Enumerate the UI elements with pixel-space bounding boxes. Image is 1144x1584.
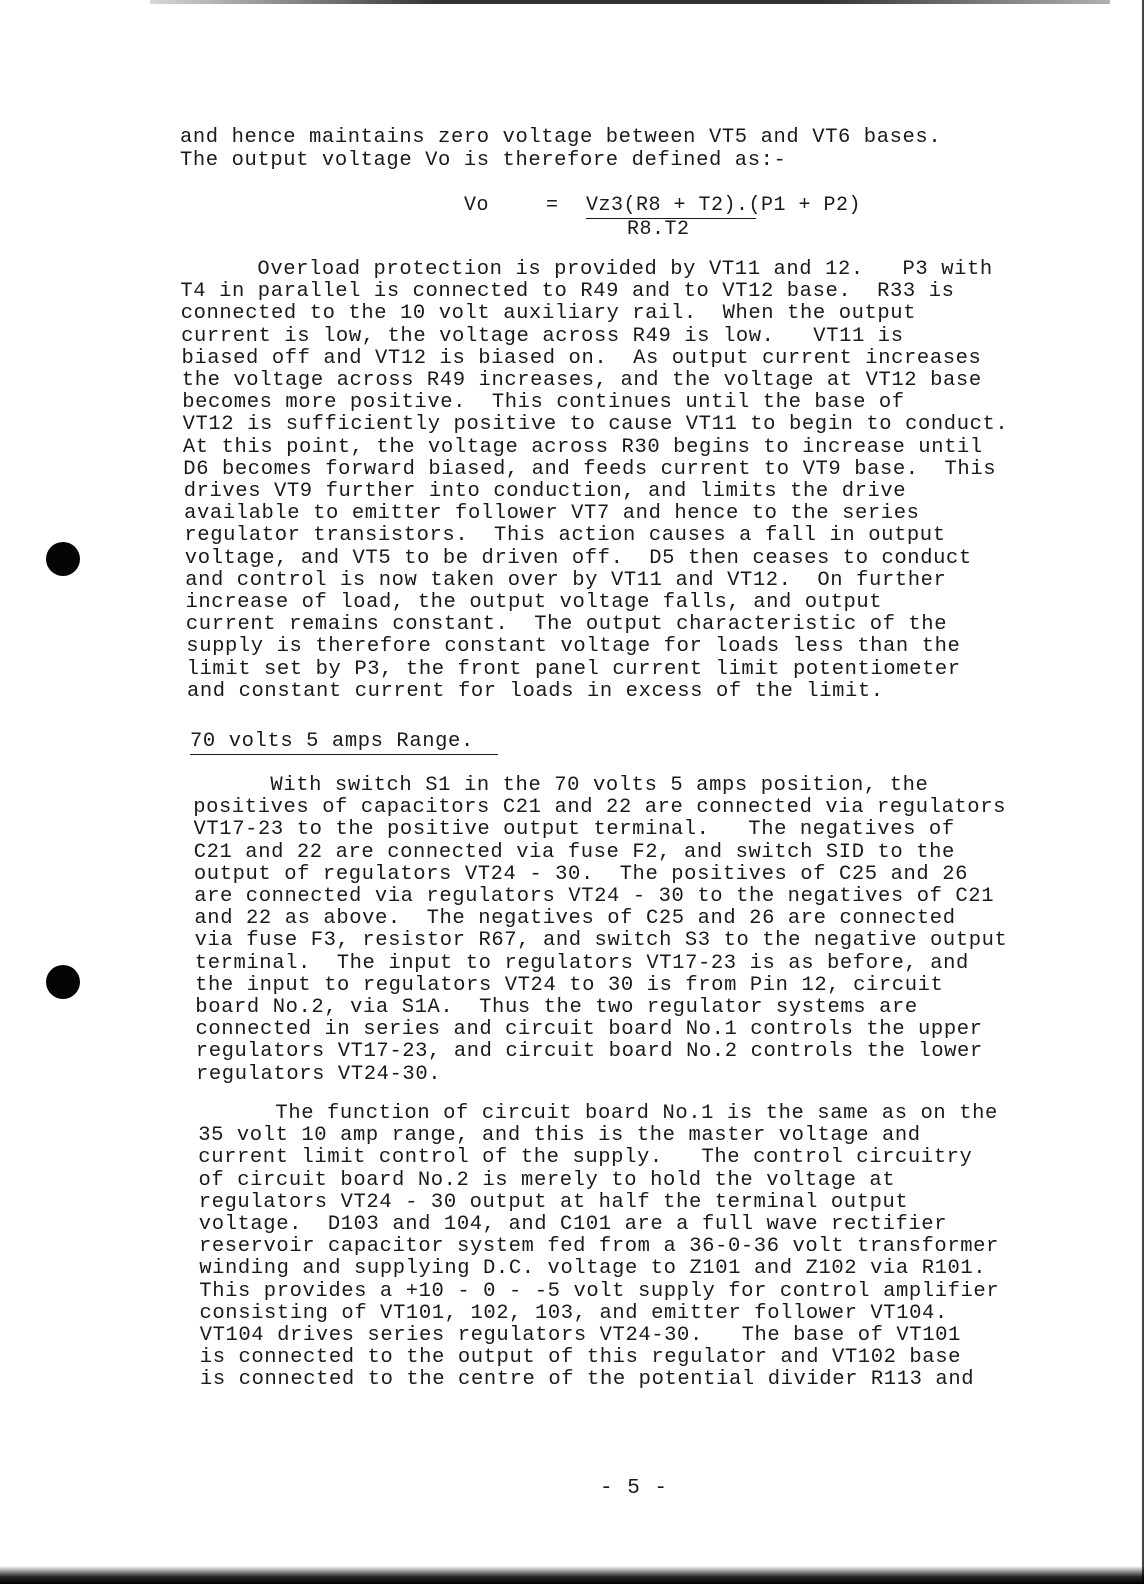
text-line: VT17-23 to the positive output terminal. The negatives of bbox=[193, 818, 955, 842]
equation-denominator: R8.T2 bbox=[627, 218, 690, 241]
text-line: The output voltage Vo is therefore defined as:- bbox=[180, 148, 787, 172]
text-line: regulators VT24 - 30 output at half the terminal output bbox=[198, 1190, 909, 1214]
text-line: increase of load, the output voltage falls, and output bbox=[185, 591, 883, 614]
text-line: is connected to the centre of the potential divider R113 and bbox=[200, 1368, 975, 1392]
equation-numerator: Vz3(R8 + T2).(P1 + P2) bbox=[586, 194, 862, 217]
text-line: the input to regulators VT24 to 30 is from Pin 12, circuit bbox=[195, 973, 944, 997]
text-line: and 22 as above. The negatives of C25 and 26 are connected bbox=[194, 907, 956, 931]
text-line: of circuit board No.2 is merely to hold the voltage at bbox=[198, 1168, 896, 1192]
text-line: D6 becomes forward biased, and feeds current to VT9 base. This bbox=[183, 457, 997, 481]
page-top-edge bbox=[150, 0, 1110, 4]
text-line: Overload protection is provided by VT11 and 12. P3 with bbox=[180, 258, 993, 281]
text-line: The function of circuit board No.1 is the same as on the bbox=[198, 1102, 998, 1125]
page-number: - 5 - bbox=[600, 1477, 669, 1500]
text-line: T4 in parallel is connected to R49 and to VT12 base. R33 is bbox=[180, 280, 955, 304]
text-line: limit set by P3, the front panel current limit potentiometer bbox=[186, 657, 961, 681]
text-line: With switch S1 in the 70 volts 5 amps position, the bbox=[193, 774, 929, 797]
section-heading: 70 volts 5 amps Range. bbox=[190, 730, 498, 755]
text-line: voltage. D103 and 104, and C101 are a full wave rectifier bbox=[198, 1213, 948, 1236]
text-line: the voltage across R49 increases, and the voltage at VT12 base bbox=[181, 369, 982, 392]
text-line: output of regulators VT24 - 30. The positives of C25 and 26 bbox=[193, 862, 969, 886]
text-line: At this point, the voltage across R30 begins to increase until bbox=[182, 435, 983, 459]
text-line: regulators VT24-30. bbox=[196, 1062, 442, 1086]
text-line: is connected to the output of this regulator and VT102 base bbox=[199, 1346, 962, 1370]
text-line: positives of capacitors C21 and 22 are connected via regulators bbox=[193, 796, 1007, 820]
text-line: and control is now taken over by VT11 and VT12. On further bbox=[185, 568, 947, 592]
text-line: C21 and 22 are connected via fuse F2, and switch SID to the bbox=[193, 840, 955, 864]
equation-lhs: Vo bbox=[464, 194, 490, 217]
text-line: current limit control of the supply. The control circuitry bbox=[198, 1146, 973, 1170]
text-line: connected in series and circuit board No.1 controls the upper bbox=[195, 1018, 983, 1042]
text-line: 35 volt 10 amp range, and this is the master voltage and bbox=[198, 1124, 921, 1148]
punch-hole-lower bbox=[46, 965, 80, 999]
text-line: This provides a +10 - 0 - -5 volt supply for control amplifier bbox=[199, 1279, 1000, 1303]
text-line: via fuse F3, resistor R67, and switch S3 to the negative output bbox=[194, 929, 1008, 953]
text-line: available to emitter follower VT7 and hence to the series bbox=[184, 502, 920, 526]
equation-equals: = bbox=[546, 194, 559, 217]
text-line: are connected via regulators VT24 - 30 to the negatives of C21 bbox=[194, 885, 995, 908]
text-line: regulator transistors. This action causes a fall in output bbox=[184, 524, 946, 548]
text-line: biased off and VT12 is biased on. As output current increases bbox=[181, 346, 982, 370]
text-line: terminal. The input to regulators VT17-23 is as before, and bbox=[194, 951, 969, 975]
text-line: VT12 is sufficiently positive to cause VT11 to begin to conduct. bbox=[182, 413, 1009, 437]
punch-hole-upper bbox=[46, 542, 80, 576]
text-line: voltage, and VT5 to be driven off. D5 then ceases to conduct bbox=[184, 546, 972, 570]
page-bottom-edge bbox=[0, 1566, 1144, 1584]
text-line: drives VT9 further into conduction, and limits the drive bbox=[183, 480, 907, 503]
text-line: regulators VT17-23, and circuit board No.2 controls the lower bbox=[195, 1040, 983, 1064]
text-line: supply is therefore constant voltage for loads less than the bbox=[186, 635, 961, 659]
text-line: consisting of VT101, 102, 103, and emitter follower VT104. bbox=[199, 1301, 948, 1325]
text-line: and constant current for loads in excess of the limit. bbox=[187, 679, 884, 703]
text-line: becomes more positive. This continues until the base of bbox=[182, 391, 905, 415]
text-line: connected to the 10 volt auxiliary rail. When the output bbox=[180, 302, 917, 326]
text-line: current remains constant. The output characteristic of the bbox=[185, 613, 948, 637]
text-line: reservoir capacitor system fed from a 36-0-36 volt transformer bbox=[199, 1235, 999, 1259]
text-line: VT104 drives series regulators VT24-30. The base of VT101 bbox=[199, 1324, 961, 1347]
text-line: board No.2, via S1A. Thus the two regulator systems are bbox=[195, 996, 918, 1019]
text-line: winding and supplying D.C. voltage to Z101 and Z102 via R101. bbox=[199, 1257, 987, 1281]
text-line: current is low, the voltage across R49 is low. VT11 is bbox=[181, 324, 904, 348]
text-line: and hence maintains zero voltage between VT5 and VT6 bases. bbox=[180, 126, 942, 149]
